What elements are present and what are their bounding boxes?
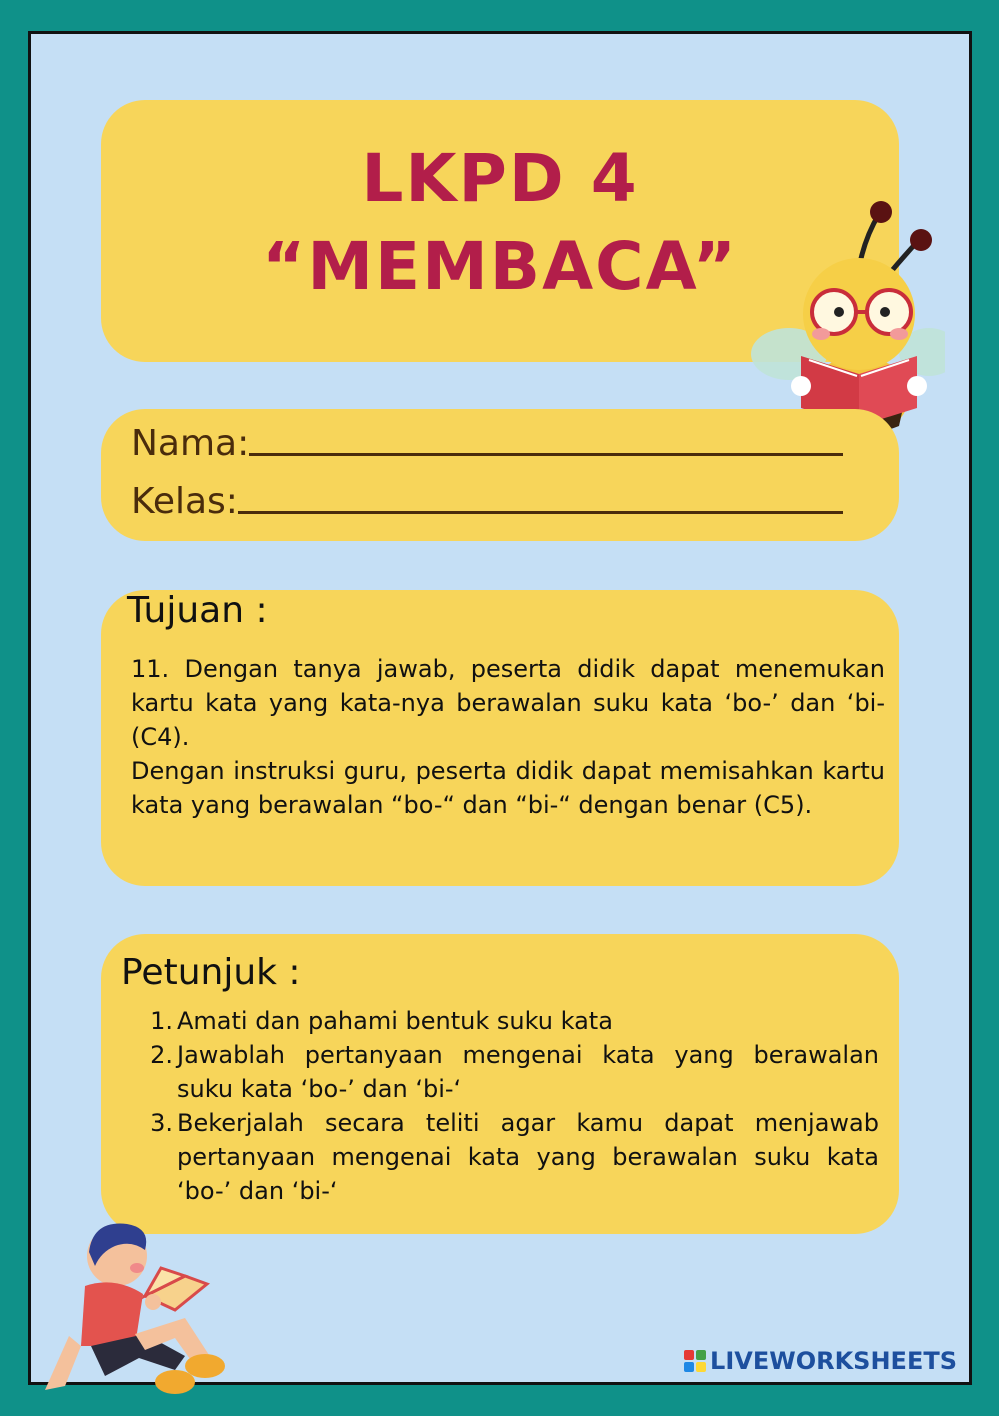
- petunjuk-item: 3. Bekerjalah secara teliti agar kamu dapat menjawab pertanyaan mengenai kata yang berawalan suku kata ‘bo-’ dan ‘bi-‘: [150, 1109, 879, 1205]
- liveworksheets-logo-icon: [684, 1350, 706, 1372]
- boy-reading-icon: [35, 1206, 245, 1416]
- kelas-label: Kelas:: [131, 481, 238, 522]
- petunjuk-heading: Petunjuk :: [121, 952, 301, 993]
- tujuan-text: [131, 652, 885, 822]
- worksheet-subtitle: “MEMBACA”: [261, 228, 739, 305]
- identity-card: [101, 409, 899, 541]
- tujuan-paragraph-2: Dengan instruksi guru, peserta didik dapat memisahkan kartu kata yang berawalan “bo-“ dan “bi-“ dengan benar (C5).: [131, 757, 885, 819]
- kelas-input-line[interactable]: [238, 511, 843, 514]
- nama-field[interactable]: [131, 423, 843, 464]
- tujuan-paragraph-1: 11. Dengan tanya jawab, peserta didik dapat menemukan kartu kata yang kata-nya berawalan suku kata ‘bo-’ dan ‘bi- (C4).: [131, 655, 885, 751]
- kelas-field[interactable]: [131, 481, 843, 522]
- nama-label: Nama:: [131, 423, 250, 464]
- worksheet-title: LKPD 4: [361, 140, 639, 217]
- petunjuk-list: [145, 1004, 879, 1208]
- petunjuk-item: 2. Jawablah pertanyaan mengenai kata yang berawalan suku kata ‘bo-’ dan ‘bi-‘: [150, 1041, 879, 1103]
- tujuan-heading: Tujuan :: [127, 590, 268, 631]
- petunjuk-item: 1. Amati dan pahami bentuk suku kata: [150, 1007, 613, 1035]
- nama-input-line[interactable]: [249, 453, 843, 456]
- worksheet-page: [28, 31, 972, 1385]
- tujuan-card: [101, 590, 899, 886]
- liveworksheets-watermark: [684, 1346, 957, 1376]
- watermark-text: LIVEWORKSHEETS: [710, 1347, 957, 1375]
